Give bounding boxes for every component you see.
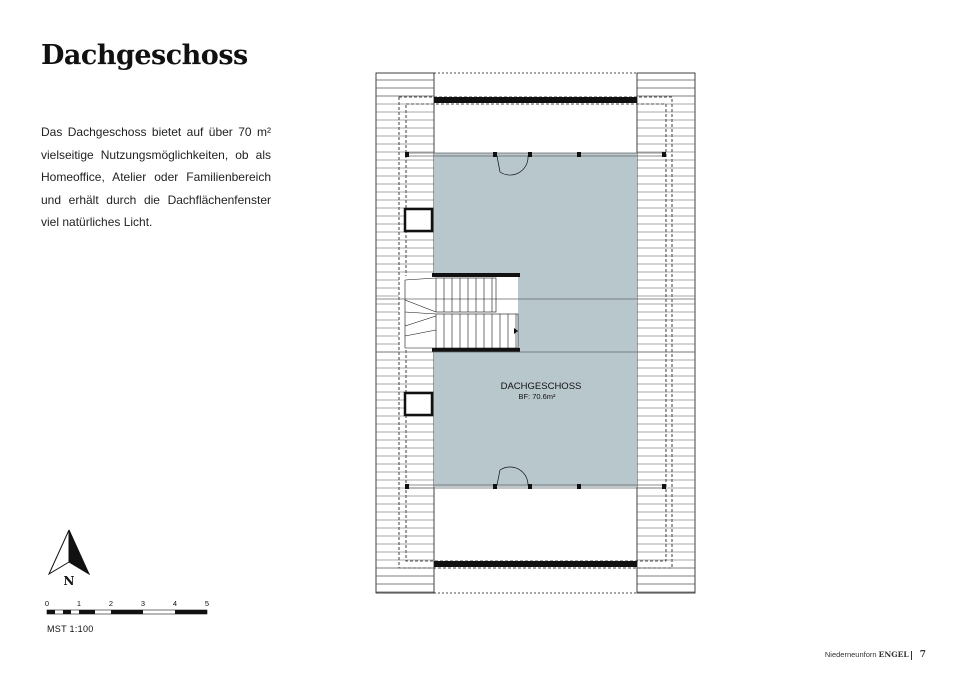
scale-bar [40, 597, 220, 619]
footer-brand: ENGEL [878, 650, 909, 659]
page-number: 7 [919, 650, 926, 660]
scale-tick: 5 [204, 599, 210, 608]
wall-top [434, 97, 637, 103]
scale-label: MST 1:100 [47, 624, 94, 634]
stair-wall-top [432, 273, 520, 277]
footer [800, 650, 926, 660]
scale-tick: 1 [76, 599, 82, 608]
scale-tick: 2 [108, 599, 114, 608]
footer-divider [911, 651, 912, 660]
skylight-lower [405, 393, 432, 415]
north-label: N [63, 574, 75, 588]
wall-bottom [434, 561, 637, 567]
skylight-upper [405, 209, 432, 231]
stair-wall-bottom [432, 348, 520, 352]
footer-prefix: Niederneunforn [824, 650, 877, 659]
scale-tick: 4 [172, 599, 178, 608]
floor-plan [370, 66, 700, 598]
scale-tick: 0 [44, 599, 50, 608]
scale-tick: 3 [140, 599, 146, 608]
north-arrow-icon [44, 528, 94, 590]
page-title: Dachgeschoss [41, 40, 248, 71]
description-text: Das Dachgeschoss bietet auf über 70 m² vielseitige Nutzungsmöglichkeiten, ob als Homeoffice, Atelier oder Familienbereich und erhält durch die Dachflächenfenster viel natürliches Licht. [41, 125, 271, 229]
room-area: BF: 70.6m² [518, 392, 556, 401]
room-name: DACHGESCHOSS [500, 381, 582, 392]
